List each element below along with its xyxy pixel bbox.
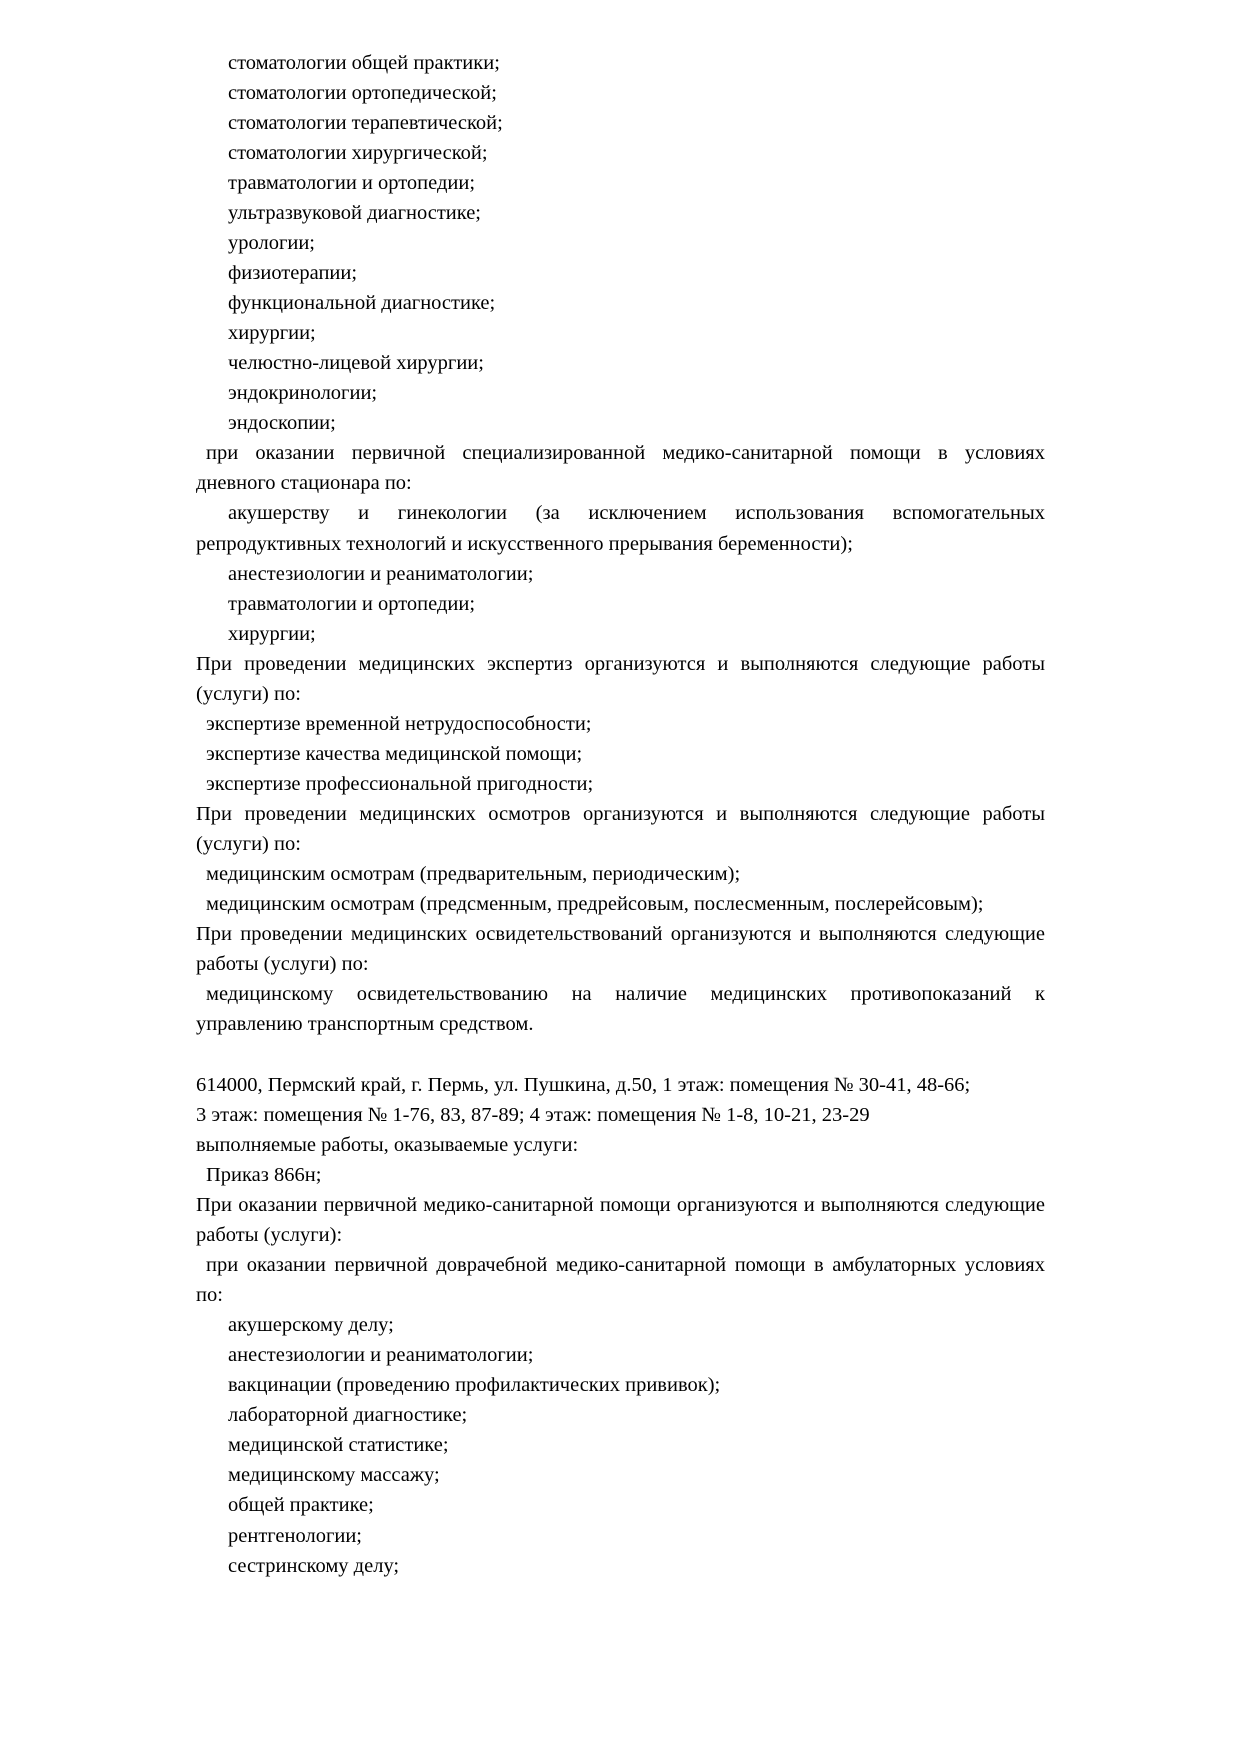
prehospital-intro: при оказании первичной доврачебной медико-санитарной помощи в амбулаторных условиях по: [196,1254,1051,1307]
list-item: акушерскому делу; [228,1314,394,1337]
order-reference: Приказ 866н; [206,1164,322,1187]
list-item: общей практике; [228,1494,374,1517]
list-item: лабораторной диагностике; [228,1404,468,1427]
specialties-list [196,48,1045,438]
list-item: медицинскому освидетельствованию на наличие медицинских противопоказаний к управлению транспортным средством. [196,982,1051,1035]
services-caption: выполняемые работы, оказываемые услуги: [196,1134,579,1157]
list-item: стоматологии общей практики; [228,52,500,74]
list-item: травматологии и ортопедии; [228,172,476,195]
checkups-list [196,859,1045,919]
list-item: экспертизе профессиональной пригодности; [206,772,594,795]
list-item: функциональной диагностике; [228,292,496,315]
list-item: анестезиологии и реаниматологии; [228,1344,534,1367]
attestation-list [196,979,1051,1039]
attestation-intro: При проведении медицинских освидетельствований организуются и выполняются следующие работы (услуги) по: [196,922,1051,975]
list-item: физиотерапии; [228,262,358,285]
list-item: акушерству и гинекологии (за исключением использования вспомогательных репродуктивных технологий и искусственного прерывания беременности); [196,502,1051,555]
list-item: медицинскому массажу; [228,1464,440,1487]
section-divider [196,1039,1045,1070]
address-line-2: 3 этаж: помещения № 1-76, 83, 87-89; 4 этаж: помещения № 1-8, 10-21, 23-29 [196,1104,870,1127]
list-item: стоматологии хирургической; [228,142,488,165]
address-line-1: 614000, Пермский край, г. Пермь, ул. Пушкина, д.50, 1 этаж: помещения № 30-41, 48-66; [196,1074,971,1097]
daycare-intro: при оказании первичной специализированной медико-санитарной помощи в условиях дневного стационара по: [196,442,1051,495]
list-item: вакцинации (проведению профилактических прививок); [228,1374,721,1397]
list-item: анестезиологии и реаниматологии; [228,562,534,585]
list-item: эндокринологии; [228,382,378,405]
list-item: ультразвуковой диагностике; [228,202,481,225]
list-item: экспертизе качества медицинской помощи; [206,742,583,765]
list-item: стоматологии терапевтической; [228,112,503,135]
list-item: травматологии и ортопедии; [228,592,476,615]
list-item: эндоскопии; [228,412,336,435]
list-item: рентгенологии; [228,1524,362,1547]
list-item: сестринскому делу; [228,1554,400,1577]
list-item: стоматологии ортопедической; [228,82,497,105]
list-item: хирургии; [228,622,316,645]
expertise-intro: При проведении медицинских экспертиз организуются и выполняются следующие работы (услуги) по: [196,652,1051,705]
list-item: медицинской статистике; [228,1434,449,1457]
primary-care-intro: При оказании первичной медико-санитарной помощи организуются и выполняются следующие работы (услуги): [196,1194,1051,1247]
expertise-list [196,709,1045,799]
prehospital-list [196,1310,1045,1580]
checkups-intro: При проведении медицинских осмотров организуются и выполняются следующие работы (услуги) по: [196,802,1051,855]
document-body [196,48,1051,1581]
list-item: урологии; [228,232,316,255]
list-item: экспертизе временной нетрудоспособности; [206,712,592,735]
list-item: медицинским осмотрам (предварительным, периодическим); [206,862,741,885]
list-item: медицинским осмотрам (предсменным, предрейсовым, послесменным, послерейсовым); [206,892,984,915]
list-item: челюстно-лицевой хирургии; [228,352,484,375]
address-block [196,1070,1045,1160]
daycare-list [196,498,1051,648]
list-item: хирургии; [228,322,316,345]
